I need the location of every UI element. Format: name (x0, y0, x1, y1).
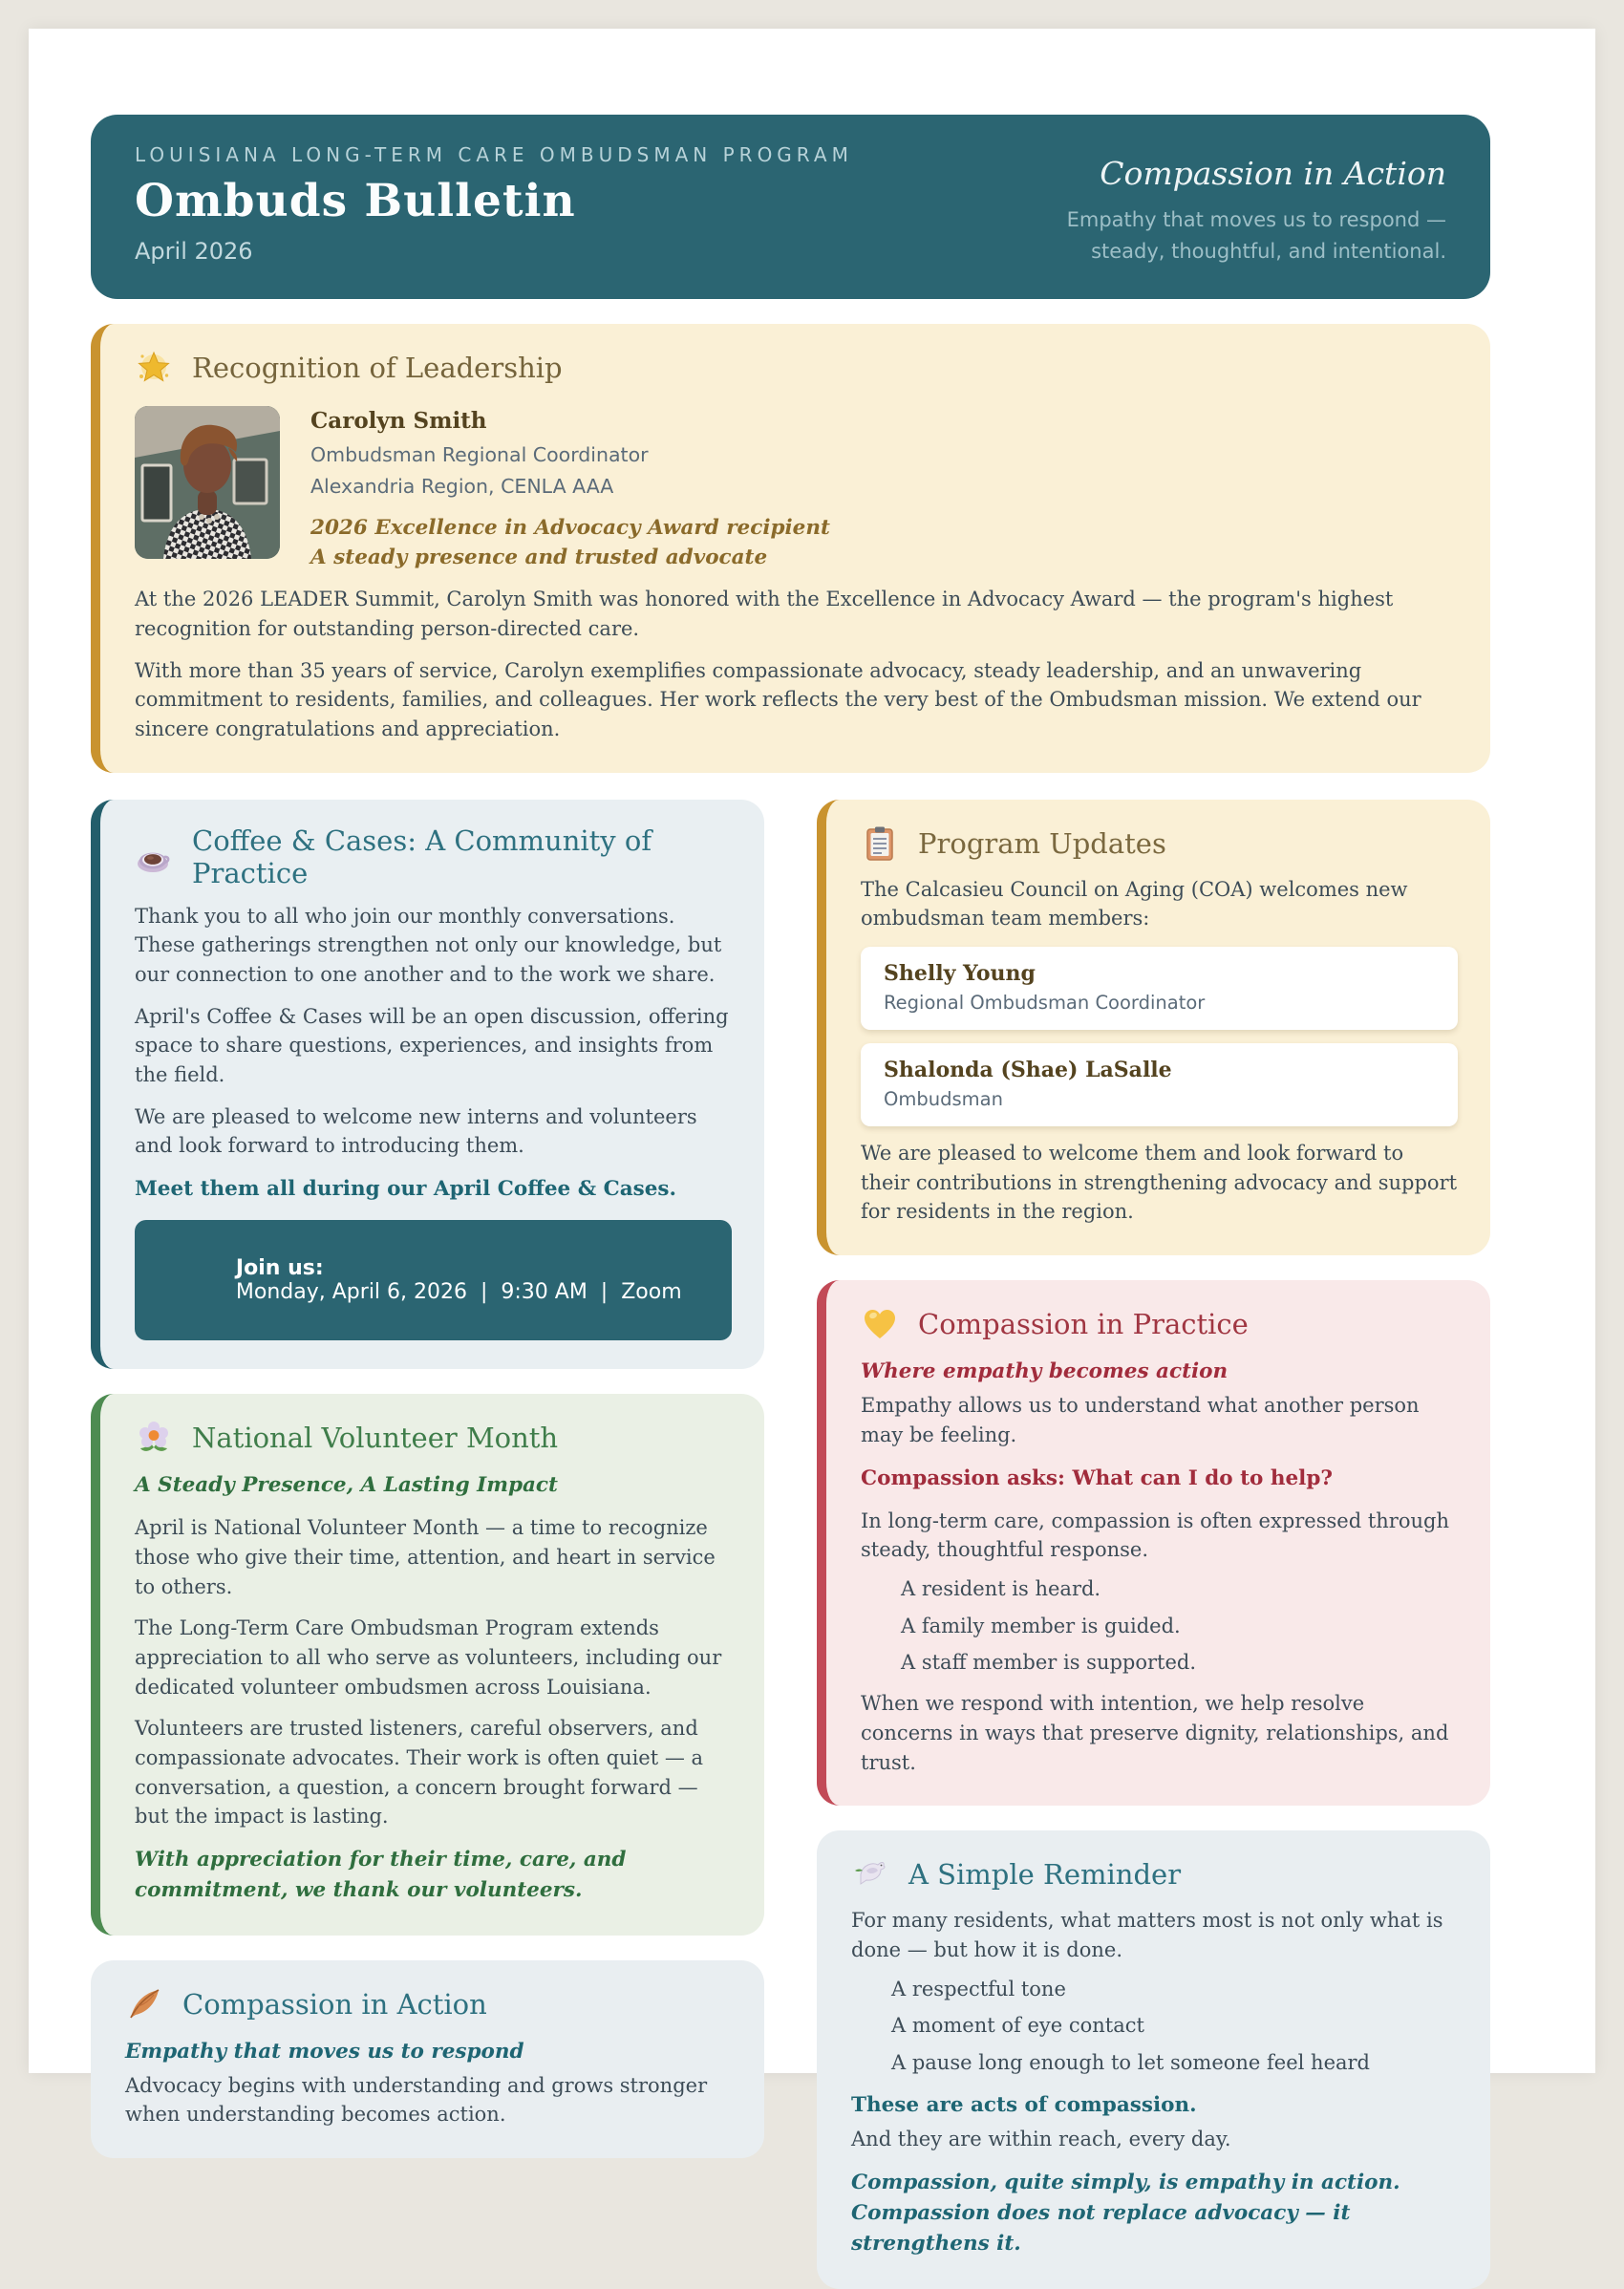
program-heading: Program Updates (918, 826, 1166, 860)
section-coffee-and-cases (91, 800, 764, 1370)
recognition-heading-row (135, 349, 1458, 387)
volunteer-closing-accent: With appreciation for their time, care, and commitment, we thank our volunteers. (135, 1848, 627, 1903)
tagline-title: Compassion in Action (1100, 155, 1446, 192)
practice-list (861, 1574, 1458, 1677)
flower-icon (135, 1419, 173, 1457)
compassion-action-heading-row (125, 1985, 732, 2023)
coffee-paragraph: April's Coffee & Cases will be an open discussion, offering space to share questions, experiences, and insights from the field. (135, 1004, 729, 1086)
practice-list-item: A staff member is supported. (901, 1651, 1197, 1674)
masthead-left (135, 143, 853, 265)
volunteer-paragraph: Volunteers are trusted listeners, careful observers, and compassionate advocates. Their work is often quiet — a conversation, a question, a concern brought forward — but the impact is lasting. (135, 1717, 704, 1829)
team-member-card (861, 1043, 1458, 1126)
award-line-1: 2026 Excellence in Advocacy Award recipient (310, 516, 830, 541)
program-heading-row (861, 824, 1458, 863)
section-compassion-in-practice (817, 1280, 1490, 1806)
program-intro: The Calcasieu Council on Aging (COA) welcomes new ombudsman team members: (861, 877, 1408, 931)
practice-paragraph: Empathy allows us to understand what another person may be feeling. (861, 1394, 1420, 1446)
awardee-role: Ombudsman Regional Coordinator (310, 443, 649, 467)
tagline-subtitle-line2: steady, thoughtful, and intentional. (1091, 239, 1446, 263)
compassion-action-accent: Empathy that moves us to respond (125, 2039, 524, 2064)
reminder-paragraph: For many residents, what matters most is not only what is done — but how it is done. (851, 1909, 1443, 1962)
portrait-photo-illustration (135, 406, 280, 559)
award-profile (135, 406, 1458, 572)
awardee-name: Carolyn Smith (310, 408, 487, 435)
section-national-volunteer-month (91, 1394, 764, 1935)
tagline-subtitle-line1: Empathy that moves us to respond — (1066, 208, 1446, 231)
issue-date: April 2026 (135, 238, 253, 265)
reminder-list-item: A respectful tone (891, 1977, 1066, 2000)
program-outro: We are pleased to welcome them and look forward to their contributions in strengthening advocacy and support for residents in the region. (861, 1142, 1458, 1224)
compassion-action-paragraph: Advocacy begins with understanding and grows stronger when understanding becomes action. (125, 2073, 708, 2127)
member-name: Shalonda (Shae) LaSalle (884, 1058, 1172, 1083)
volunteer-heading-row (135, 1419, 732, 1457)
volunteer-accent-title: A Steady Presence, A Lasting Impact (135, 1473, 558, 1498)
tagline-subtitle (1067, 204, 1446, 267)
newsletter-content (91, 115, 1490, 2289)
coffee-cup-icon (135, 838, 173, 876)
member-name: Shelly Young (884, 961, 1036, 987)
reminder-paragraph: And they are within reach, every day. (851, 2128, 1231, 2151)
section-compassion-in-action (91, 1960, 764, 2159)
carolyn-smith-photo (135, 406, 280, 559)
glowing-star-icon (135, 349, 173, 387)
reminder-heading-row (851, 1855, 1458, 1893)
coffee-accent: Meet them all during our April Coffee & Cases. (135, 1176, 677, 1201)
join-us-label: Join us: (235, 1256, 324, 1281)
reminder-list (851, 1975, 1458, 2077)
dove-icon (851, 1855, 889, 1893)
volunteer-heading: National Volunteer Month (192, 1422, 559, 1455)
compassion-action-heading: Compassion in Action (182, 1987, 487, 2021)
two-column-layout (91, 773, 1490, 2289)
reminder-accent-line2: Compassion does not replace advocacy — it strengthens it. (851, 2201, 1351, 2257)
practice-paragraph: In long-term care, compassion is often expressed through steady, thoughtful response. (861, 1508, 1449, 1562)
awardee-region: Alexandria Region, CENLA AAA (310, 475, 614, 499)
practice-accent-1: Where empathy becomes action (861, 1359, 1229, 1383)
newsletter-page (29, 29, 1595, 2257)
yellow-heart-icon (861, 1305, 899, 1343)
practice-heading: Compassion in Practice (918, 1308, 1249, 1340)
left-column (91, 773, 764, 2158)
member-role: Regional Ombudsman Coordinator (884, 992, 1206, 1015)
section-a-simple-reminder (817, 1830, 1490, 2288)
reminder-accent-line1: Compassion, quite simply, is empathy in action. (851, 2170, 1400, 2194)
reminder-heading: A Simple Reminder (908, 1858, 1182, 1892)
reminder-list-item: A pause long enough to let someone feel heard (891, 2050, 1370, 2074)
reminder-accent-1: These are acts of compassion. (851, 2093, 1197, 2118)
join-us-details: Monday, April 6, 2026 | 9:30 AM | Zoom (235, 1280, 682, 1305)
practice-list-item: A resident is heard. (901, 1577, 1101, 1601)
coffee-paragraph: We are pleased to welcome new interns and volunteers and look forward to introducing them. (135, 1104, 697, 1158)
recognition-paragraph: With more than 35 years of service, Carolyn exemplifies compassionate advocacy, steady leadership, and an unwavering commitment to residents, families, and colleagues. Her work reflects the very best of the Ombudsman mission. We extend our sincere congratulations and appreciation. (135, 658, 1421, 741)
volunteer-paragraph: The Long-Term Care Ombudsman Program extends appreciation to all who serve as volunteers, including our dedicated volunteer ombudsmen across Louisiana. (135, 1616, 722, 1699)
award-profile-info (310, 406, 830, 572)
coffee-heading-row (135, 824, 732, 889)
reminder-accent-2 (851, 2168, 1458, 2260)
clipboard-icon (861, 824, 899, 863)
volunteer-paragraph: April is National Volunteer Month — a time to recognize those who give their time, attention, and heart in service to others. (135, 1516, 716, 1598)
practice-heading-row (861, 1305, 1458, 1343)
masthead-tagline (1067, 143, 1446, 267)
practice-paragraph: When we respond with intention, we help resolve concerns in ways that preserve dignity, relationships, and trust. (861, 1692, 1449, 1774)
award-line-2: A steady presence and trusted advocate (310, 546, 768, 570)
join-us-banner (135, 1220, 732, 1340)
masthead (91, 115, 1490, 299)
coffee-paragraph: Thank you to all who join our monthly conversations. These gatherings strengthen not only our knowledge, but our connection to one another and to the work we share. (135, 904, 722, 987)
practice-list-item: A family member is guided. (901, 1614, 1181, 1637)
team-member-card (861, 947, 1458, 1030)
right-column (817, 773, 1490, 2289)
coffee-heading: Coffee & Cases: A Community of Practice (192, 824, 652, 889)
recognition-heading: Recognition of Leadership (192, 352, 563, 385)
section-recognition-of-leadership (91, 324, 1490, 773)
section-program-updates (817, 800, 1490, 1255)
reminder-list-item: A moment of eye contact (891, 2014, 1144, 2038)
practice-accent-2: Compassion asks: What can I do to help? (861, 1465, 1333, 1490)
program-eyebrow: LOUISIANA LONG-TERM CARE OMBUDSMAN PROGRAM (135, 143, 853, 166)
recognition-paragraph: At the 2026 LEADER Summit, Carolyn Smith was honored with the Excellence in Advocacy Award — the program's highest recognition for outstanding person-directed care. (135, 588, 1394, 641)
page-title: Ombuds Bulletin (135, 175, 576, 227)
member-role: Ombudsman (884, 1088, 1003, 1111)
feather-icon (125, 1985, 163, 2023)
